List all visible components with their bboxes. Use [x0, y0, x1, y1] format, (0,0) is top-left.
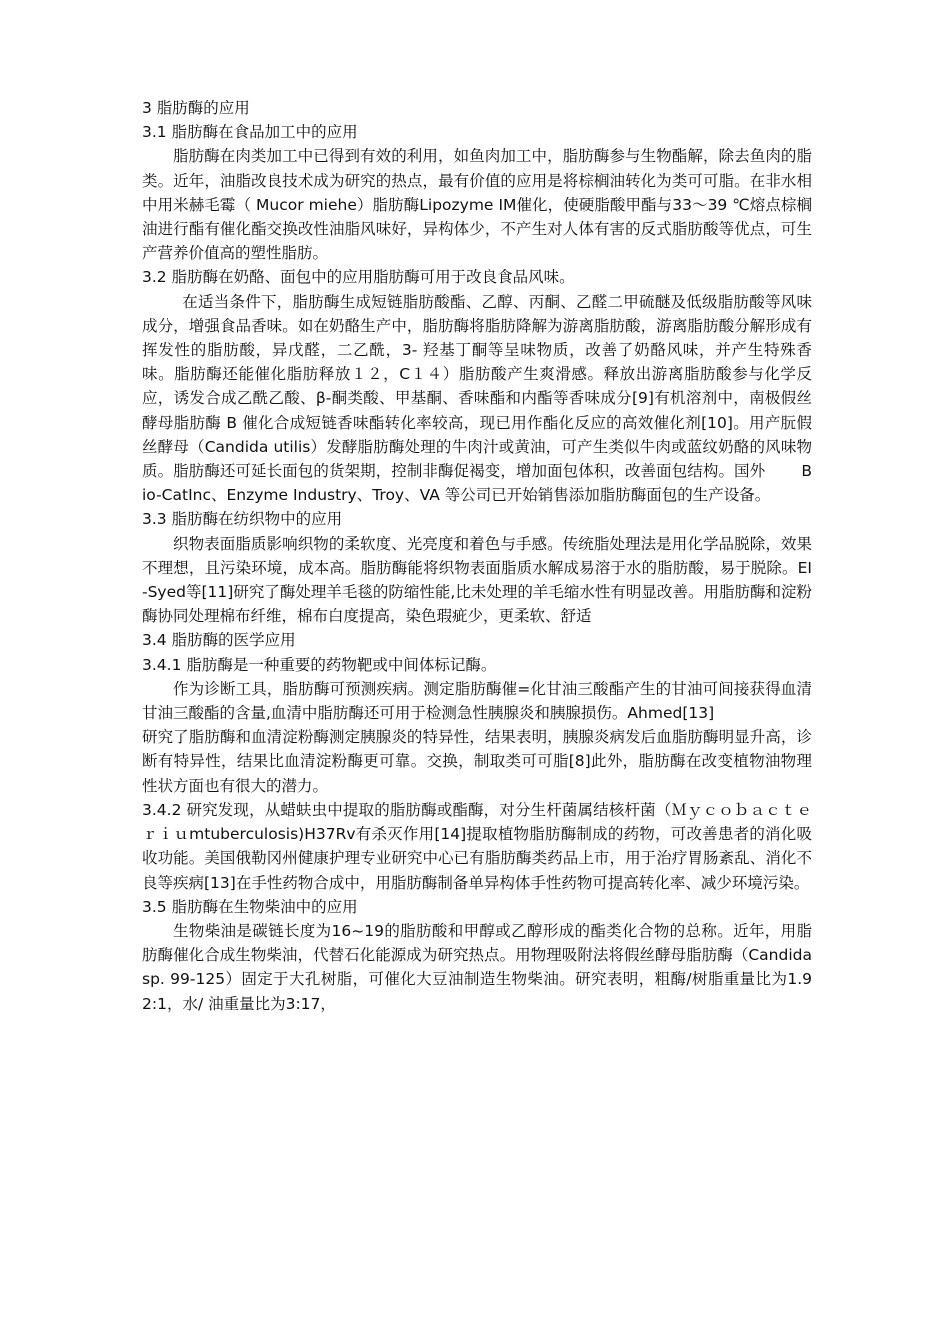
paragraph: 研究了脂肪酶和血清淀粉酶测定胰腺炎的特异性，结果表明，胰腺炎病发后血脂肪酶明显升高，诊断有特异性，结果比血清淀粉酶更可靠。交换，制取类可可脂[8]此外，脂肪酶在改变植物油物理性状方面也有很大的潜力。: [142, 728, 812, 795]
paragraph: 织物表面脂质影响织物的柔软度、光亮度和着色与手感。传统脂处理法是用化学品脱除，效果不理想，且污染环境，成本高。脂肪酶能将织物表面脂质水解成易溶于水的脂肪酸，易于脱除。EI-Syed等[11]研究了酶处理羊毛毯的防缩性能,比未处理的羊毛缩水性有明显改善。用脂肪酶和淀粉酶协同处理棉布纤维，棉布白度提高，染色瑕疵少，更柔软、舒适: [142, 534, 812, 626]
document-page: [142, 96, 812, 1016]
subsection-heading: 3.5 脂肪酶在生物柴油中的应用: [142, 897, 358, 916]
paragraph: 作为诊断工具，脂肪酶可预测疾病。测定脂肪酶催=化甘油三酸酯产生的甘油可间接获得血清甘油三酸酯的含量,血清中脂肪酶还可用于检测急性胰腺炎和胰腺损伤。Ahmed[13]: [142, 679, 812, 723]
paragraph: 脂肪酶在肉类加工中已得到有效的利用，如鱼肉加工中，脂肪酶参与生物酯解，除去鱼肉的脂类。近年，油脂改良技术成为研究的热点，最有价值的应用是将棕榈油转化为类可可脂。在非水相中用米赫毛霉（ Mucor miehe）脂肪酶Lipozyme IM催化，使硬脂酸甲酯与33～39 ℃熔点棕榈油进行酯有催化酯交换改性油脂风味好，异构体少，不产生对人体有害的反式脂肪酸等优点，可生产营养价值高的塑性脂肪。: [142, 147, 812, 263]
subsection-heading: 3.2 脂肪酶在奶酪、面包中的应用脂肪酶可用于改良食品风味。: [142, 268, 575, 287]
subsection-heading: 3.1 脂肪酶在食品加工中的应用: [142, 123, 358, 142]
subsubsection-heading: 3.4.1 脂肪酶是一种重要的药物靶或中间体标记酶。: [142, 655, 497, 674]
section-heading: 3 脂肪酶的应用: [142, 99, 250, 117]
paragraph: 在适当条件下，脂肪酶生成短链脂肪酸酯、乙醇、丙酮、乙醛二甲硫醚及低级脂肪酸等风味成分，增强食品香味。如在奶酪生产中，脂肪酶将脂肪降解为游离脂肪酸，游离脂肪酸分解形成有挥发性的脂肪酸，异戊醛，二乙酰，3- 羟基丁酮等呈味物质，改善了奶酪风味，并产生特殊香味。脂肪酶还能催化脂肪释放１２，C１４）脂肪酸产生爽滑感。释放出游离脂肪酸参与化学反应，诱发合成乙酰乙酸、β-酮类酸、甲基酮、香味酯和内酯等香味成分[9]有机溶剂中，南极假丝酵母脂肪酶 B 催化合成短链香味酯转化率较高，现已用作酯化反应的高效催化剂[10]。用产朊假丝酵母（Candida utilis）发酵脂肪酶处理的牛肉汁或黄油，可产生类似牛肉或蓝纹奶酪的风味物质。脂肪酶还可延长面包的货架期，控制非酶促褐变，增加面包体积，改善面包结构。国外 Bio-CatInc、Enzyme Industry、Troy、VA 等公司已开始销售添加脂肪酶面包的生产设备。: [142, 292, 812, 505]
subsection-heading: 3.4 脂肪酶的医学应用: [142, 631, 296, 650]
subsection-heading: 3.3 脂肪酶在纺织物中的应用: [142, 510, 343, 529]
paragraph: 生物柴油是碳链长度为16~19的脂肪酸和甲醇或乙醇形成的酯类化合物的总称。近年，用脂肪酶催化合成生物柴油，代替石化能源成为研究热点。用物理吸附法将假丝酵母脂肪酶（Candida sp. 99-125）固定于大孔树脂，可催化大豆油制造生物柴油。研究表明，粗酶/树脂重量比为1.92:1，水/ 油重量比为3:17，: [142, 921, 812, 1013]
paragraph: 3.4.2 研究发现，从蜡蚨虫中提取的脂肪酶或酯酶，对分生杆菌属结核杆菌（Ｍｙｃｏｂａｃｔｅｒｉｕmtuberculosis)H37Rv有杀灭作用[14]提取植物脂肪酶制成的药物，可改善患者的消化吸收功能。美国俄勒冈州健康护理专业研究中心已有脂肪酶类药品上市，用于治疗胃肠紊乱、消化不良等疾病[13]在手性药物合成中，用脂肪酶制备单异构体手性药物可提高转化率、减少环境污染。: [142, 800, 812, 892]
